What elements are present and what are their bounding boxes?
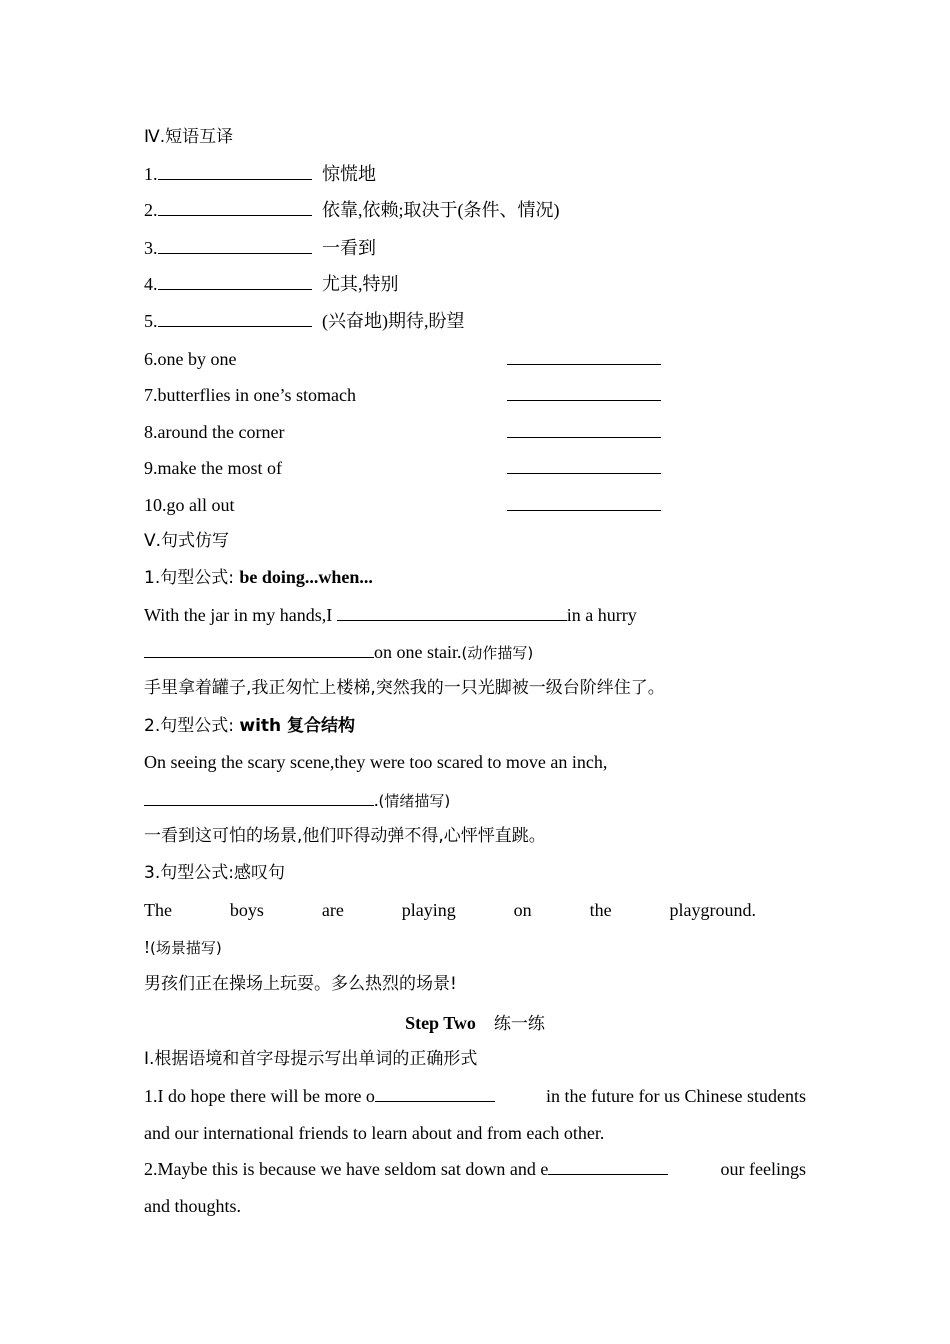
answer-blank[interactable] <box>158 237 312 254</box>
answer-blank[interactable] <box>507 457 661 479</box>
pattern-3-chinese: 男孩们正在操场上玩耍。多么热烈的场景! <box>144 974 457 994</box>
answer-blank[interactable] <box>158 163 312 180</box>
pattern-1-heading: 1.句型公式: be doing...when... <box>144 567 373 588</box>
section-5-title: Ⅴ.句式仿写 <box>144 531 230 551</box>
answer-blank[interactable] <box>144 641 374 658</box>
phrase-cn-5: (兴奋地)期待,盼望 <box>322 311 465 331</box>
question-1-line-2: and our international friends to learn about and from each other. <box>144 1123 605 1143</box>
phrase-item-3: 3. <box>144 237 312 259</box>
answer-blank[interactable] <box>507 421 661 443</box>
pattern-1-line-1: With the jar in my hands,I in a hurry <box>144 605 637 625</box>
answer-blank[interactable] <box>548 1158 668 1175</box>
pattern-2-line-1: On seeing the scary scene,they were too scared to move an inch, <box>144 752 608 772</box>
answer-blank[interactable] <box>507 348 661 370</box>
question-2-line-2: and thoughts. <box>144 1196 241 1216</box>
section-4-title: Ⅳ.短语互译 <box>144 127 234 147</box>
pattern-2-heading: 2.句型公式: with 复合结构 <box>144 716 356 736</box>
phrase-en-6: 6.one by one <box>144 349 237 369</box>
phrase-item-5: 5. <box>144 310 312 332</box>
pattern-3-line-1: The boys are playing on the playground. <box>144 900 756 920</box>
phrase-item-1: 1. <box>144 163 312 185</box>
phrase-item-2: 2. <box>144 199 312 221</box>
pattern-2-line-2: .(情绪描写) <box>144 789 450 812</box>
answer-blank[interactable] <box>337 604 567 621</box>
answer-blank[interactable] <box>375 1085 495 1102</box>
step-two-title: Step Two 练一练 <box>405 1013 545 1034</box>
phrase-cn-1: 惊慌地 <box>322 164 376 184</box>
answer-blank[interactable] <box>144 789 374 806</box>
pattern-3-heading: 3.句型公式:感叹句 <box>144 863 285 883</box>
pattern-3-line-2: !(场景描写) <box>144 937 222 957</box>
phrase-cn-2: 依靠,依赖;取决于(条件、情况) <box>322 200 560 220</box>
phrase-cn-4: 尤其,特别 <box>322 274 399 294</box>
pattern-1-chinese: 手里拿着罐子,我正匆忙上楼梯,突然我的一只光脚被一级台阶绊住了。 <box>144 678 665 698</box>
answer-blank[interactable] <box>507 494 661 516</box>
pattern-2-chinese: 一看到这可怕的场景,他们吓得动弹不得,心怦怦直跳。 <box>144 826 546 846</box>
answer-blank[interactable] <box>158 199 312 216</box>
pattern-1-line-2: on one stair.(动作描写) <box>144 641 533 664</box>
phrase-en-9: 9.make the most of <box>144 458 282 478</box>
answer-blank[interactable] <box>158 310 312 327</box>
phrase-cn-3: 一看到 <box>322 238 376 258</box>
phrase-en-8: 8.around the corner <box>144 422 285 442</box>
phrase-en-10: 10.go all out <box>144 495 235 515</box>
answer-blank[interactable] <box>507 384 661 406</box>
phrase-item-4: 4. <box>144 273 312 295</box>
answer-blank[interactable] <box>158 273 312 290</box>
question-2-line-1: 2.Maybe this is because we have seldom sat down and e our feelings <box>144 1159 806 1179</box>
phrase-en-7: 7.butterflies in one’s stomach <box>144 385 356 405</box>
section-1-title: Ⅰ.根据语境和首字母提示写出单词的正确形式 <box>144 1049 478 1069</box>
question-1-line-1: 1.I do hope there will be more o in the future for us Chinese students <box>144 1086 806 1106</box>
